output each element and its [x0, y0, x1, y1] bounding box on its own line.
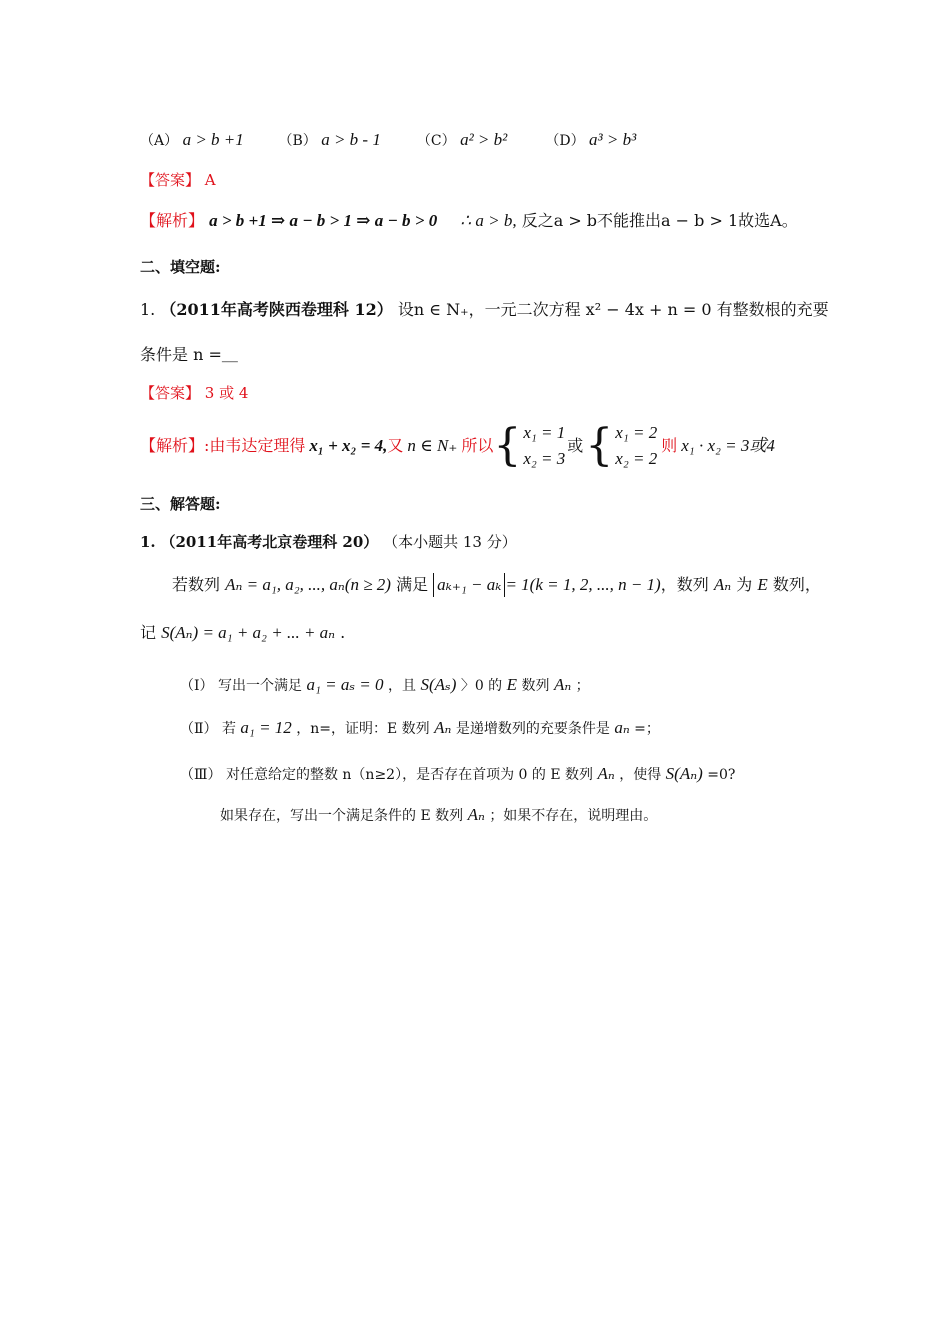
q2-header: 1. （2011年高考北京卷理科 20） （本小题共 13 分）	[140, 533, 517, 551]
section-2-title: 二、填空题:	[140, 258, 221, 276]
q0-analysis: 【解析】 a > b +1 ⇒ a − b > 1 ⇒ a − b > 0 ∴ a > b, 反之a > b不能推出a − b > 1故选A。	[140, 211, 798, 230]
option-b: （B） a > b - 1	[278, 130, 381, 149]
q2-sub2: （Ⅱ） 若 a₁ = 12 ，n=，证明：E 数列 Aₙ 是递增数列的充要条件是 aₙ =；	[180, 718, 660, 737]
option-c: （C） a² > b²	[416, 130, 508, 149]
q1-answer: 【答案】 3 或 4	[140, 384, 249, 402]
q1-line2: 条件是 n =＿	[140, 345, 238, 364]
q2-sub1: （Ⅰ） 写出一个满足 a₁ = aₛ = 0 ，且 S(Aₛ) 〉0 的 E 数列 Aₙ ；	[180, 675, 590, 694]
q2-sub3: （Ⅲ） 对任意给定的整数 n（n≥2），是否存在首项为 0 的 E 数列 Aₙ ，使得 S(Aₙ) =0?	[180, 764, 736, 783]
section-3-title: 三、解答题:	[140, 495, 221, 513]
q2-para2: 记 S(Aₙ) = a₁ + a₂ + ... + aₙ .	[140, 623, 346, 642]
q2-sub3-line2: 如果存在，写出一个满足条件的 E 数列 Aₙ ；如果不存在，说明理由。	[220, 805, 658, 824]
q2-para1: 若数列 Aₙ = a₁, a₂, ..., aₙ(n ≥ 2) 满足 aₖ₊₁ − aₖ = 1(k = 1, 2, ..., n − 1)，数列 Aₙ 为 E 数列，	[172, 573, 821, 597]
option-a: （A） a > b +1	[140, 130, 244, 149]
q1-line1: 1. （2011年高考陕西卷理科 12） 设n ∈ N₊，一元二次方程 x² − 4x + n = 0 有整数根的充要	[140, 300, 829, 319]
q0-answer: 【答案】 A	[140, 171, 216, 189]
option-d: （D） a³ > b³	[545, 130, 637, 149]
q1-analysis: 【解析】: 由韦达定理得 x₁ + x₂ = 4, 又 n ∈ N₊ 所以 { x₁ = 1 x₂ = 3 或 { x₁ = 2 x₂ = 2 则 x₁ · x₂ = 3或4	[140, 420, 775, 471]
options-row	[140, 128, 636, 153]
system-2: { x₁ = 2 x₂ = 2	[585, 420, 658, 471]
system-1: { x₁ = 1 x₂ = 3	[493, 420, 566, 471]
